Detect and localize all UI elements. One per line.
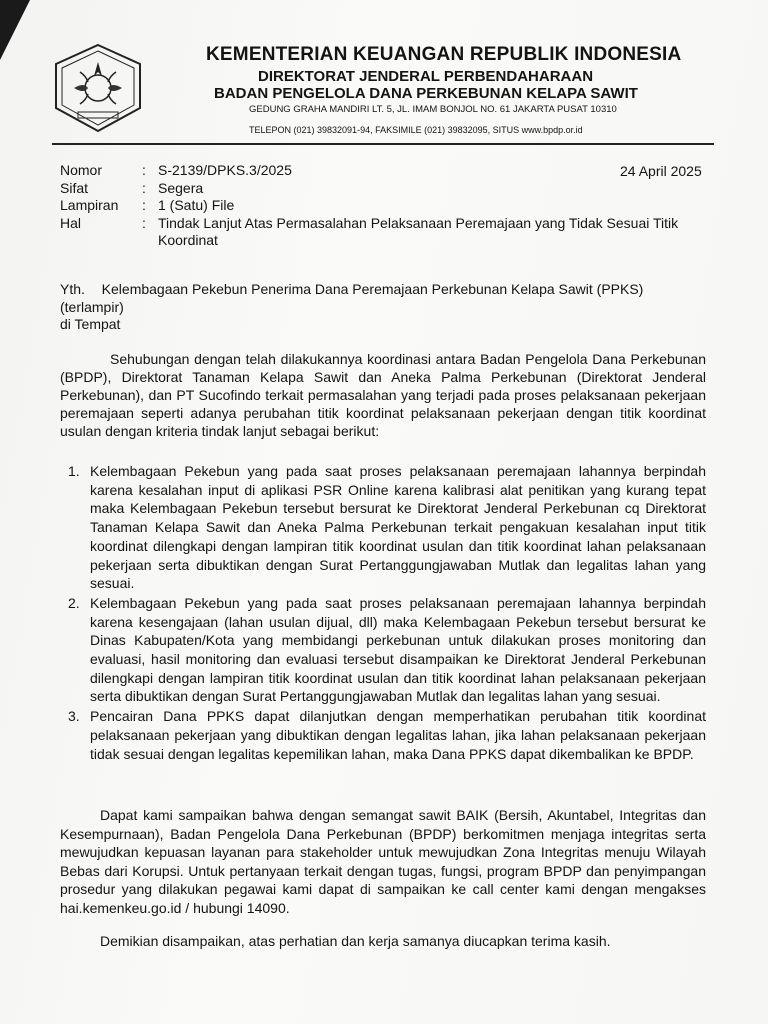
meta-value: Segera: [158, 179, 204, 196]
meta-value: S-2139/DPKS.3/2025: [158, 162, 292, 178]
list-item: [60, 594, 706, 706]
letterhead-ministry: KEMENTERIAN KEUANGAN REPUBLIK INDONESIA: [206, 44, 682, 65]
addressee-block: [60, 281, 643, 334]
list-item-number: 1.: [68, 463, 80, 479]
list-item-number: 2.: [68, 594, 80, 611]
meta-colon: :: [142, 214, 146, 231]
page-corner-shadow: [0, 0, 30, 60]
list-item-text: Pencairan Dana PPKS dapat dilanjutkan dengan memperhatikan perubahan titik koordinat pelaksanaan pekerjaan yang dibuktikan dengan legalitas lahan, jika lahan pelaksanaan pekerjaan tidak sesuai dengan legalitas kepemilikan lahan, maka Dana PPKS dapat dikembalikan ke BPDP.: [90, 708, 706, 762]
list-item: [60, 462, 706, 593]
letterhead-address: GEDUNG GRAHA MANDIRI LT. 5, JL. IMAM BONJOL NO. 61 JAKARTA PUSAT 10310: [249, 104, 617, 115]
meta-colon: :: [142, 197, 146, 213]
addressee-line-3: di Tempat: [60, 316, 121, 332]
meta-row-hal: [60, 215, 698, 250]
list-item-text: Kelembagaan Pekebun yang pada saat proses pelaksanaan peremajaan lahannya berpindah karena kesalahan input di aplikasi PSR Online karena kalibrasi alat penitikan yang kurang tepat maka Kelembagaan Pekebun tersebut bersurat ke Direktorat Jenderal Perkebunan cq Direktorat Tanaman Kelapa Sawit dan Aneka Palma Perkebunan terkait pengakuan kesalahan input titik koordinat dilengkapi dengan lampiran titik koordinat usulan dan titik koordinat lahan pelaksanaan pekerjaan serta dibuktikan dengan Surat Pertanggungjawaban Mutlak dan legalitas lahan yang sesuai.: [90, 463, 706, 592]
list-item-number: 3.: [68, 708, 80, 725]
meta-key: Lampiran: [60, 197, 119, 213]
meta-colon: :: [142, 162, 146, 178]
closing-paragraph: Dapat kami sampaikan bahwa dengan semangat sawit BAIK (Bersih, Akuntabel, Integritas dan Kesempurnaan), Badan Pengelola Dana Perkebunan (BPDP) berkomitmen menjaga integritas serta mewujudkan kepuasan layanan para stakeholder untuk mewujudkan Zona Integritas menuju Wilayah Bebas dari Korupsi. Untuk pertanyaan terkait dengan tugas, fungsi, program BPDP dan penyimpangan prosedur yang dilakukan pegawai kami dapat di sampaikan ke call center kami dengan mengakses hai.kemenkeu.go.id / hubungi 14090.: [60, 807, 706, 916]
thanks-paragraph: Demikian disampaikan, atas perhatian dan kerja samanya diucapkan terima kasih.: [100, 933, 611, 949]
meta-value: Tindak Lanjut Atas Permasalahan Pelaksanaan Peremajaan yang Tidak Sesuai Titik Koordinat: [158, 214, 679, 248]
letterhead-directorate: DIREKTORAT JENDERAL PERBENDAHARAAN: [258, 68, 594, 85]
meta-value: 1 (Satu) File: [158, 197, 235, 213]
addressee-salutation: Yth.: [60, 281, 85, 297]
meta-key: Hal: [60, 214, 82, 231]
meta-row-nomor: [60, 162, 698, 180]
ministry-of-finance-seal-icon: [50, 42, 146, 134]
letterhead-divider: [52, 143, 714, 145]
letterhead-contact: TELEPON (021) 39832091-94, FAKSIMILE (021) 39832095, SITUS www.bpdp.or.id: [249, 125, 583, 135]
letterhead-agency: BADAN PENGELOLA DANA PERKEBUNAN KELAPA SAWIT: [214, 85, 638, 102]
meta-key: Nomor: [60, 162, 103, 178]
list-item-text: Kelembagaan Pekebun yang pada saat proses pelaksanaan peremajaan lahannya berpindah karena kesengajaan (lahan usulan dijual, dll) maka Kelembagaan Pekebun tersebut bersurat ke Dinas Kabupaten/Kota yang membidangi perkebunan untuk dilakukan proses monitoring dan evaluasi, hasil monitoring dan evaluasi tersebut disampaikan ke Direktorat Jenderal Perkebunan dilengkapi dengan lampiran titik koordinat usulan dan titik koordinat lahan pelaksanaan pekerjaan serta dibuktikan dengan Surat Pertanggungjawaban Mutlak dan legalitas lahan yang sesuai.: [90, 594, 706, 705]
addressee-line-2: (terlampir): [60, 298, 124, 315]
meta-row-lampiran: [60, 197, 698, 215]
intro-paragraph: Sehubungan dengan telah dilakukannya koordinasi antara Badan Pengelola Dana Perkebunan (BPDP), Direktorat Tanaman Kelapa Sawit dan Aneka Palma Perkebunan (Direktorat Jenderal Perkebunan), dan PT Sucofindo terkait permasalahan yang terjadi pada proses pelaksanaan pekerjaan peremajaan seperti adanya perubahan titik koordinat pelaksanaan pekerjaan dengan titik koordinat usulan dengan kriteria tindak lanjut sebagai berikut:: [60, 351, 706, 439]
letter-meta: [60, 162, 698, 250]
letterhead: [150, 44, 710, 135]
list-item: [60, 707, 706, 763]
letter-date: 24 April 2025: [620, 163, 702, 179]
meta-key: Sifat: [60, 179, 89, 196]
meta-colon: :: [142, 179, 146, 196]
addressee-name: Kelembagaan Pekebun Penerima Dana Peremajaan Perkebunan Kelapa Sawit (PPKS): [101, 281, 644, 297]
meta-row-sifat: [60, 180, 698, 198]
addressee-line-1: [60, 281, 643, 299]
criteria-list: [60, 462, 706, 764]
